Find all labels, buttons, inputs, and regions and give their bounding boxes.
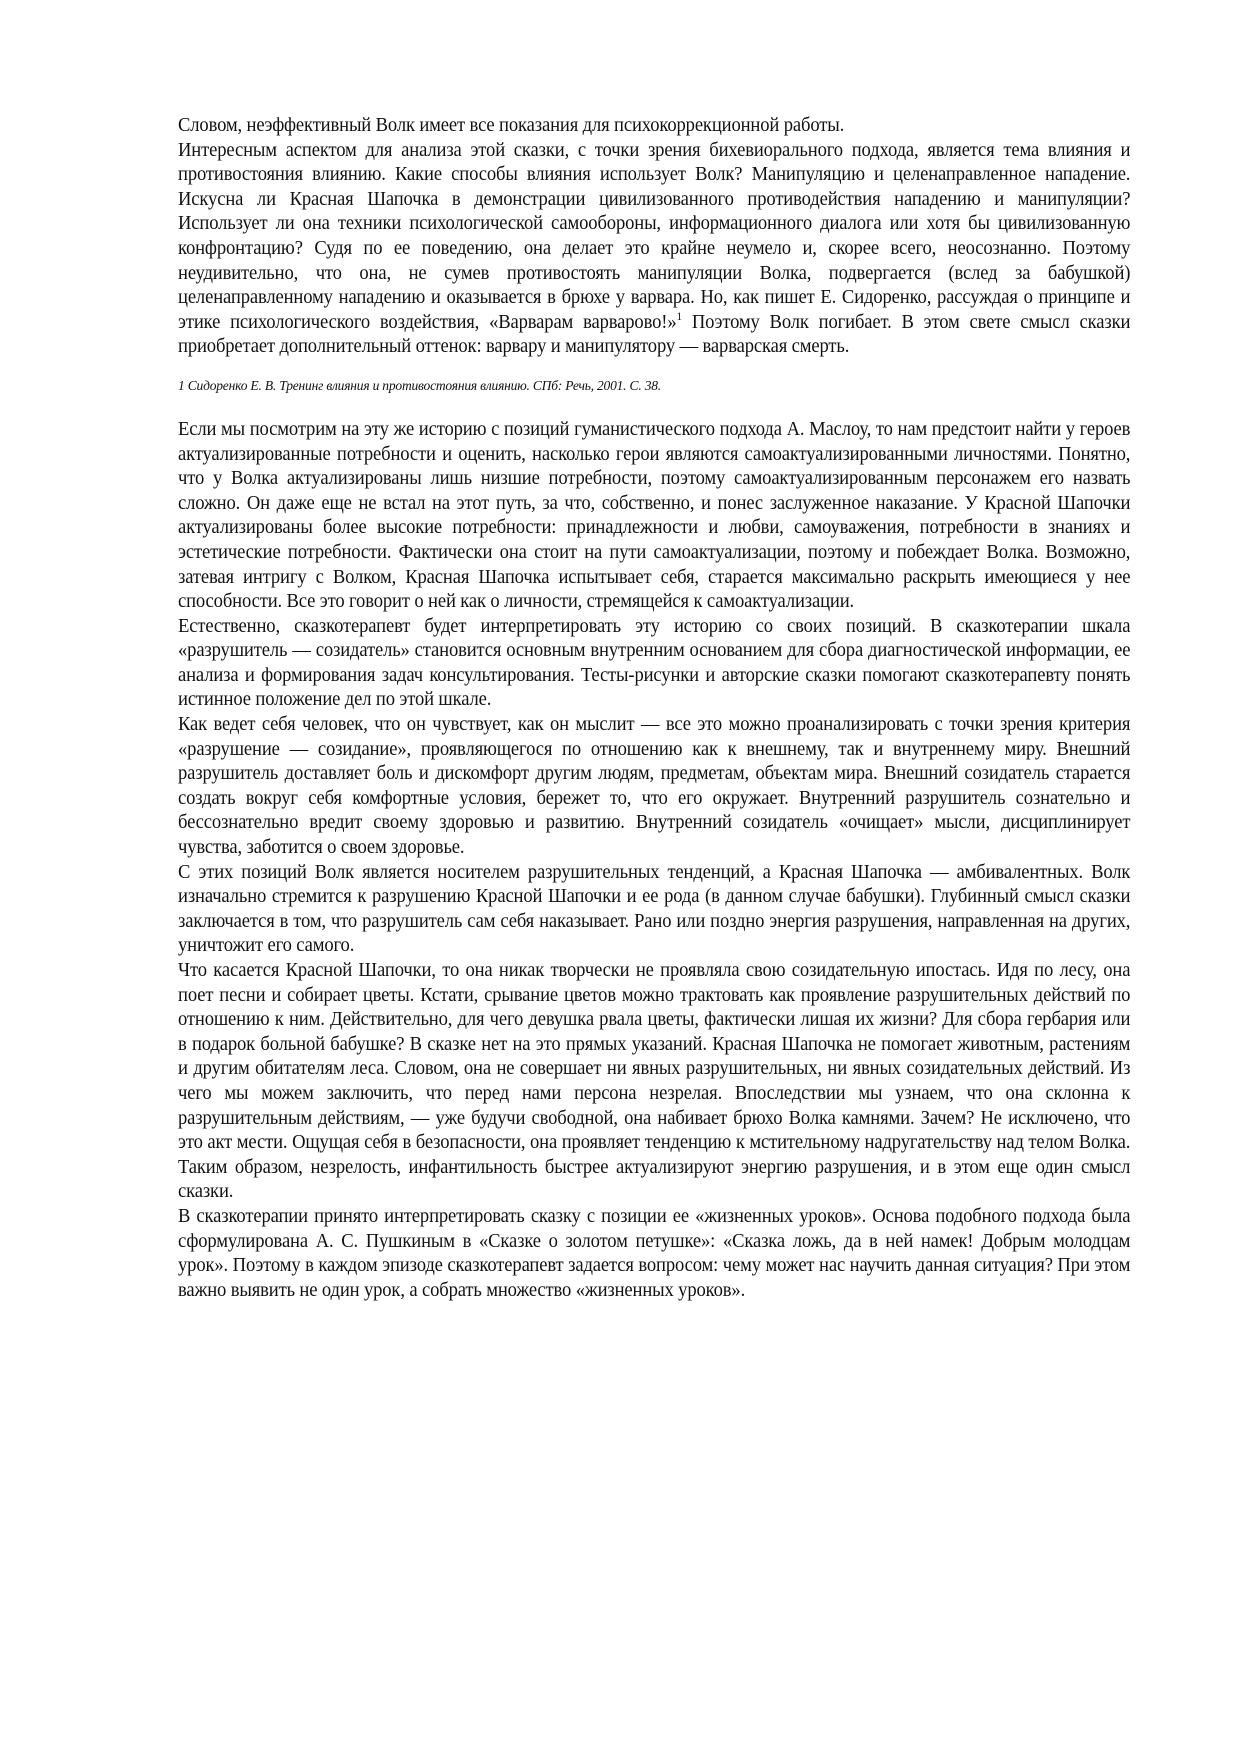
paragraph-3: Если мы посмотрим на эту же историю с позиций гуманистического подхода А. Маслоу, то нам предстоит найти у героев актуализированные потребности и оценить, насколько герои являются самоактуализированными личностями. Понятно, что у Волка актуализированы лишь низшие потребности, поэтому самоактуализированным персонажем его назвать сложно. Он даже еще не встал на этот путь, за что, собственно, и понес заслуженное наказание. У Красной Шапочки актуализированы более высокие потребности: принадлежности и любви, самоуважения, потребности в знаниях и эстетические потребности. Фактически она стоит на пути самоактуализации, поэтому и побеждает Волка. Возможно, затевая интригу с Волком, Красная Шапочка испытывает себя, старается максимально раскрыть имеющиеся у нее способности. Все это говорит о ней как о личности, стремящейся к самоактуализации. bbox=[178, 417, 1131, 613]
footnote-reference[interactable]: 1 bbox=[676, 308, 682, 323]
paragraph-5: Как ведет себя человек, что он чувствует, как он мыслит — все это можно проанализировать с точки зрения критерия «разрушение — созидание», проявляющегося по отношению как к внешнему, так и внутреннему миру. Внешний разрушитель доставляет боль и дискомфорт другим людям, предметам, объектам мира. Внешний созидатель старается создать вокруг себя комфортные условия, бережет то, что его окружает. Внутренний разрушитель сознательно и бессознательно вредит своему здоровью и развитию. Внутренний созидатель «очищает» мысли, дисциплинирует чувства, заботится о своем здоровье. bbox=[178, 713, 1131, 859]
paragraph-2-text: Интересным аспектом для анализа этой сказки, с точки зрения бихевиорального подхода, является тема влияния и противостояния влиянию. Какие способы влияния использует Волк? Манипуляцию и целенаправленное нападение. Искусна ли Красная Шапочка в демонстрации цивилизованного противодействия нападению и манипуляции? Использует ли она техники психологической самообороны, информационного диалога или хотя бы цивилизованную конфронтацию? Судя по ее поведению, она делает это крайне неумело и, скорее всего, неосознанно. Поэтому неудивительно, что она, не сумев противостоять манипуляции Волка, подвергается (вслед за бабушкой) целенаправленному нападению и оказывается в брюхе у варвара. Но, как пишет Е. Сидоренко, рассуждая о принципе и этике психологического воздействия, «Варварам варварово!» bbox=[178, 138, 1131, 333]
paragraph-7: Что касается Красной Шапочки, то она никак творчески не проявляла свою созидательную ипостась. Идя по лесу, она поет песни и собирает цветы. Кстати, срывание цветов можно трактовать как проявление разрушительных действий по отношению к ним. Действительно, для чего девушка рвала цветы, фактически лишая их жизни? Для сбора гербария или в подарок больной бабушке? В сказке нет на это прямых указаний. Красная Шапочка не помогает животным, растениям и другим обитателям леса. Словом, она не совершает ни явных разрушительных, ни явных созидательных действий. Из чего мы можем заключить, что перед нами персона незрелая. Впоследствии мы узнаем, что она склонна к разрушительным действиям, — уже будучи свободной, она набивает брюхо Волка камнями. Зачем? Не исключено, что это акт мести. Ощущая себя в безопасности, она проявляет тенденцию к мстительному надругательству над телом Волка. Таким образом, незрелость, инфантильность быстрее актуализируют энергию разрушения, и в этом еще один смысл сказки. bbox=[178, 959, 1131, 1203]
paragraph-6: С этих позиций Волк является носителем разрушительных тенденций, а Красная Шапочка — амбивалентных. Волк изначально стремится к разрушению Красной Шапочки и ее рода (в данном случае бабушки). Глубинный смысл сказки заключается в том, что разрушитель сам себя наказывает. Рано или поздно энергия разрушения, направленная на других, уничтожит его самого. bbox=[178, 860, 1131, 957]
document-page bbox=[178, 113, 1130, 1302]
paragraph-2 bbox=[178, 138, 1130, 359]
paragraph-8: В сказкотерапии принято интерпретировать сказку с позиции ее «жизненных уроков». Основа подобного подхода была сформулирована А. С. Пушкиным в «Сказке о золотом петушке»: «Сказка ложь, да в ней намек! Добрым молодцам урок». Поэтому в каждом эпизоде сказкотерапевт задается вопросом: чему может нас научить данная ситуация? При этом важно выявить не один урок, а собрать множество «жизненных уроков». bbox=[178, 1204, 1131, 1301]
footnote: 1 Сидоренко Е. В. Тренинг влияния и противостояния влиянию. СПб: Речь, 2001. С. 38. bbox=[178, 377, 661, 393]
paragraph-1: Словом, неэффективный Волк имеет все показания для психокоррекционной работы. bbox=[178, 114, 845, 136]
paragraph-2-continuation: Поэтому Волк погибает. В этом свете смысл сказки приобретает дополнительный оттенок: варвару и манипулятору — варварская смерть. bbox=[178, 310, 1131, 358]
paragraph-4: Естественно, сказкотерапевт будет интерпретировать эту историю со своих позиций. В сказкотерапии шкала «разрушитель — созидатель» становится основным внутренним основанием для сбора диагностической информации, ее анализа и формирования задач консультирования. Тесты-рисунки и авторские сказки помогают сказкотерапевту понять истинное положение дел по этой шкале. bbox=[178, 614, 1131, 711]
